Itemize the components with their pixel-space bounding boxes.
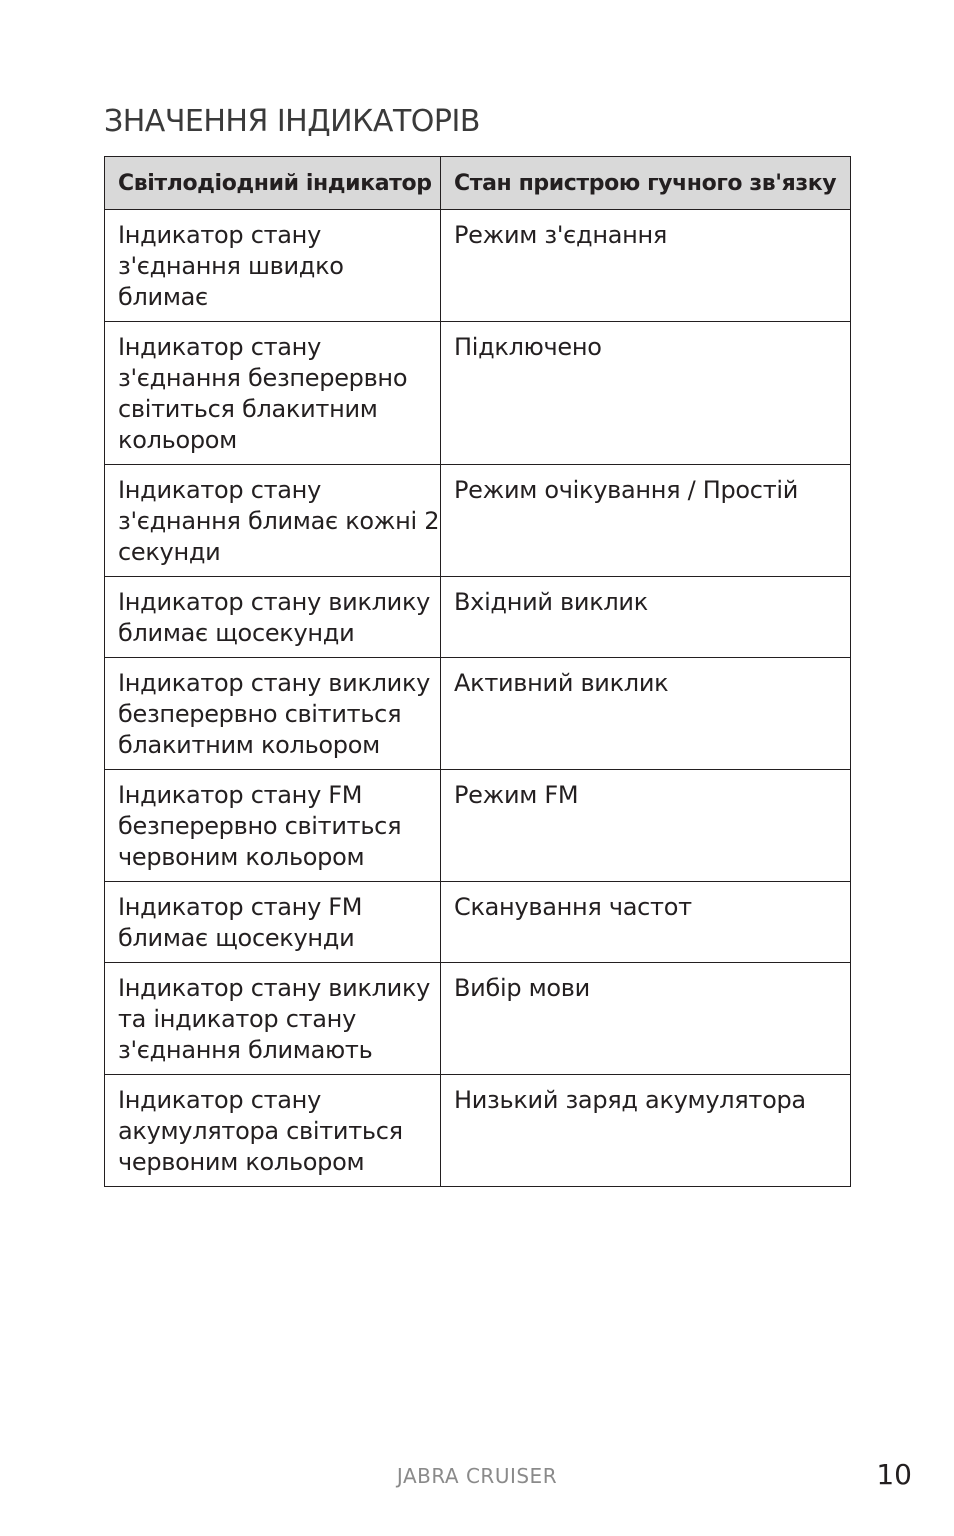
column-header-state: Стан пристрою гучного зв'язку	[441, 157, 851, 210]
led-cell: Індикатор стану з'єднання блимає кожні 2 секунди	[105, 465, 441, 577]
footer-brand: JABRA CRUISER	[396, 1464, 558, 1488]
page-title: ЗНАЧЕННЯ ІНДИКАТОРІВ	[104, 104, 480, 139]
led-cell: Індикатор стану з'єднання безперервно світиться блакитним кольором	[105, 322, 441, 465]
led-indicator-table	[104, 156, 851, 1187]
table-row	[105, 577, 851, 658]
led-cell: Індикатор стану виклику блимає щосекунди	[105, 577, 441, 658]
state-cell: Вибір мови	[441, 963, 851, 1075]
table-row	[105, 658, 851, 770]
led-cell: Індикатор стану виклику безперервно світиться блакитним кольором	[105, 658, 441, 770]
table-row	[105, 465, 851, 577]
led-cell: Індикатор стану FM безперервно світиться червоним кольором	[105, 770, 441, 882]
column-header-led: Світлодіодний індикатор	[105, 157, 441, 210]
state-cell: Низький заряд акумулятора	[441, 1075, 851, 1187]
table-header-row	[105, 157, 851, 210]
led-cell: Індикатор стану акумулятора світиться червоним кольором	[105, 1075, 441, 1187]
table-row	[105, 210, 851, 322]
table-row	[105, 770, 851, 882]
table-row	[105, 322, 851, 465]
state-cell: Вхідний виклик	[441, 577, 851, 658]
state-cell: Сканування частот	[441, 882, 851, 963]
led-cell: Індикатор стану виклику та індикатор стану з'єднання блимають	[105, 963, 441, 1075]
led-cell: Індикатор стану FM блимає щосекунди	[105, 882, 441, 963]
page-number: 10	[876, 1458, 912, 1491]
state-cell: Режим FM	[441, 770, 851, 882]
state-cell: Підключено	[441, 322, 851, 465]
state-cell: Режим очікування / Простій	[441, 465, 851, 577]
table-row	[105, 963, 851, 1075]
table-row	[105, 1075, 851, 1187]
state-cell: Активний виклик	[441, 658, 851, 770]
table-row	[105, 882, 851, 963]
state-cell: Режим з'єднання	[441, 210, 851, 322]
led-cell: Індикатор стану з'єднання швидко блимає	[105, 210, 441, 322]
